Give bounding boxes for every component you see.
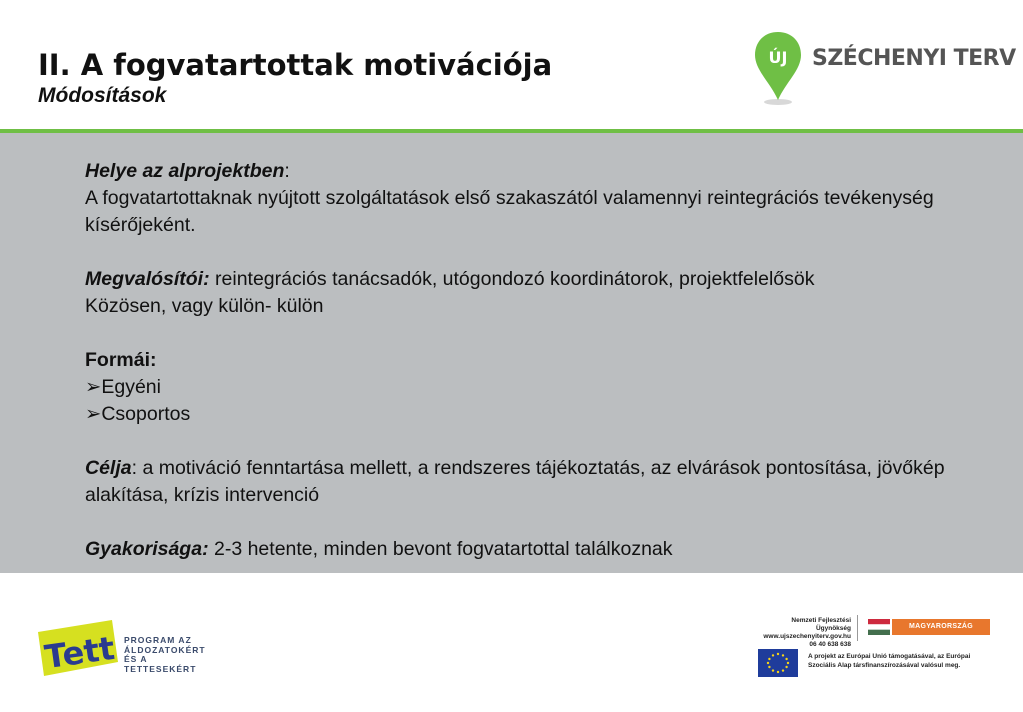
gyak-text: 2-3 hetente, minden bevont fogvatartottal találkoznak [208, 538, 673, 560]
helye-label: Helye az alprojektben [85, 160, 285, 182]
tett-tagline: PROGRAM AZ ÁLDOZATOKÉRT ÉS A TETTESEKÉRT [124, 635, 206, 674]
logo-badge: ÚJ [768, 48, 788, 67]
megval-text-2: Közösen, vagy külön- külön [85, 295, 324, 317]
arrow-bullet-icon: ➢ [85, 376, 102, 398]
eu-flag-icon [758, 649, 798, 677]
helye-text: A fogvatartottaknak nyújtott szolgáltatások első szakaszától valamennyi reintegrációs tevékenység kísérőjeként. [85, 187, 934, 236]
gyak-label: Gyakorisága: [85, 538, 209, 560]
content-panel [0, 133, 1023, 573]
megval-text: reintegrációs tanácsadók, utógondozó koordinátorok, projektfelelősök [209, 268, 815, 290]
hungarian-flag-icon [868, 619, 890, 635]
tett-logo-icon [36, 618, 122, 680]
agency-block [756, 613, 996, 683]
content-text [85, 158, 985, 590]
helye-colon: : [284, 160, 290, 182]
formai-label: Formái: [85, 349, 157, 371]
footer [0, 573, 1023, 712]
celja-label: Célja [85, 457, 132, 479]
arrow-bullet-icon: ➢ [85, 403, 102, 425]
tett-logo-text: Tett [42, 628, 117, 677]
celja-text: : a motiváció fenntartása mellett, a rendszeres tájékoztatás, az elvárások pontosítása, jövőkép alakítása, krízis intervenció [85, 457, 945, 506]
celja-paragraph [85, 455, 985, 509]
page-subtitle: Módosítások [38, 84, 167, 107]
uj-szechenyi-terv-logo [752, 30, 1016, 108]
eu-funding-text: A projekt az Európai Unió támogatásával, az Európai Szociális Alap társfinanszírozásával valósul meg. [808, 653, 971, 669]
megval-paragraph [85, 266, 985, 320]
list-item: ➢Egyéni [85, 376, 161, 398]
megval-label: Megvalósítói: [85, 268, 210, 290]
formai-paragraph [85, 347, 985, 428]
gyak-paragraph [85, 536, 985, 563]
map-pin-icon [752, 30, 812, 108]
magyarorszag-megujul-badge: MAGYARORSZÁG MEGÚJUL [892, 619, 990, 635]
tett-logo [36, 618, 206, 688]
agency-info: Nemzeti Fejlesztési Ügynökség www.ujszechenyiterv.gov.hu 06 40 638 638 [763, 617, 851, 648]
page-title: II. A fogvatartottak motivációja [38, 48, 553, 82]
agency-separator [857, 615, 858, 641]
helye-paragraph [85, 158, 985, 239]
logo-word: SZÉCHENYI TERV [812, 46, 1016, 71]
list-item: ➢Csoportos [85, 403, 191, 425]
header [0, 0, 1023, 130]
